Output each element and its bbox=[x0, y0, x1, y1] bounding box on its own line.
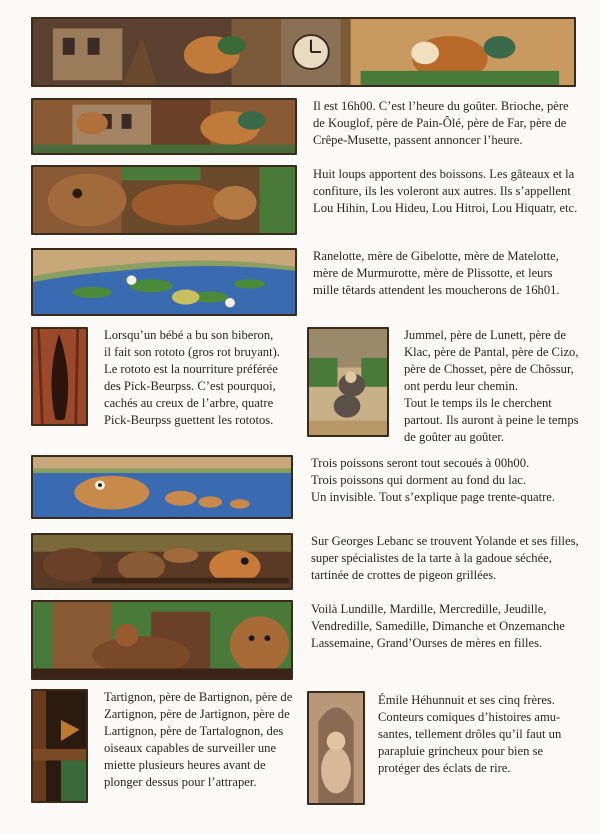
caption-line: Klac, père de Pantal, père de Cizo, bbox=[404, 345, 579, 359]
caption-line: Crêpe-Musette, passent annoncer l’heure. bbox=[313, 133, 523, 147]
caption-line: ont perdu leur chemin. bbox=[404, 379, 519, 393]
caption-emile bbox=[378, 692, 588, 777]
caption-line: oiseaux capables de surveiller une bbox=[104, 741, 277, 755]
caption-poissons bbox=[311, 455, 591, 506]
caption-line: tartinée de crottes de pigeon grillées. bbox=[311, 568, 497, 582]
caption-line: cachés au creux de l’arbre, quatre bbox=[104, 396, 274, 410]
caption-line: Conteurs comiques d’histoires amu- bbox=[378, 710, 561, 724]
illustration-top-banner bbox=[31, 17, 576, 87]
caption-line: de goûter au goûter. bbox=[404, 430, 505, 444]
caption-line: des Pick-Beurpss. C’est pourquoi, bbox=[104, 379, 276, 393]
illustration-jummel bbox=[307, 327, 389, 437]
caption-line: Jummel, père de Lunett, père de bbox=[404, 328, 566, 342]
illustration-brioche bbox=[31, 98, 297, 155]
caption-line: Lou Hihin, Lou Hideu, Lou Hitroi, Lou Hiquatr, etc. bbox=[313, 201, 578, 215]
caption-bebe bbox=[104, 327, 304, 429]
caption-lebanc bbox=[311, 533, 591, 584]
caption-line: santes, tellement drôles qu’il faut un bbox=[378, 727, 562, 741]
illustration-loups bbox=[31, 165, 297, 235]
caption-goter bbox=[313, 98, 583, 149]
caption-line: protéger des éclats de rire. bbox=[378, 761, 511, 775]
illustration-bird bbox=[31, 689, 88, 803]
illustration-pond bbox=[31, 248, 297, 316]
illustration-bench bbox=[31, 533, 293, 590]
caption-line: mère de Murmurotte, mère de Plissotte, et leurs bbox=[313, 266, 553, 280]
caption-lundille bbox=[311, 601, 591, 652]
caption-tartignon bbox=[104, 689, 304, 791]
caption-line: Émile Héhunnuit et ses cinq frères. bbox=[378, 693, 555, 707]
caption-line: Ranelotte, mère de Gibelotte, mère de Matelotte, bbox=[313, 249, 559, 263]
caption-line: Il est 16h00. C’est l’heure du goûter. Brioche, père bbox=[313, 99, 569, 113]
caption-line: Trois poissons seront tout secoués à 00h00. bbox=[311, 456, 530, 470]
caption-loups bbox=[313, 166, 583, 217]
caption-line: Lartignon, père de Tartalognon, des bbox=[104, 724, 284, 738]
illustration-fish bbox=[31, 455, 293, 519]
caption-ranelotte bbox=[313, 248, 583, 299]
caption-line: Lorsqu’un bébé a bu son biberon, bbox=[104, 328, 274, 342]
caption-line: mille têtards attendent les moucherons de 16h01. bbox=[313, 283, 560, 297]
illustration-tree-hollow bbox=[31, 327, 88, 426]
caption-line: Pick-Beurpss guettent les rototos. bbox=[104, 413, 274, 427]
caption-line: Tartignon, père de Bartignon, père de bbox=[104, 690, 293, 704]
illustration-emile bbox=[307, 691, 365, 805]
caption-line: père de Chosset, père de Chôssur, bbox=[404, 362, 574, 376]
caption-line: confiture, ils les voleront aux autres. Ils s’appellent bbox=[313, 184, 571, 198]
caption-line: de Kouglof, père de Pain-Ôlé, père de Far, père de bbox=[313, 116, 567, 130]
caption-line: Huit loups apportent des boissons. Les gâteaux et la bbox=[313, 167, 575, 181]
caption-line: Trois poissons qui dorment au fond du lac. bbox=[311, 473, 527, 487]
illustration-bears bbox=[31, 600, 293, 680]
caption-line: Lassemaine, Grand’Ourses de mères en filles. bbox=[311, 636, 543, 650]
caption-line: Voilà Lundille, Mardille, Mercredille, Jeudille, bbox=[311, 602, 547, 616]
caption-line: il fait son rototo (gros rot bruyant). bbox=[104, 345, 280, 359]
caption-line: Vendredille, Samedille, Dimanche et Onzemanche bbox=[311, 619, 565, 633]
caption-line: parapluie grincheux pour bien se bbox=[378, 744, 544, 758]
caption-line: Zartignon, père de Jartignon, père de bbox=[104, 707, 290, 721]
caption-line: super spécialistes de la tarte à la gadoue séchée, bbox=[311, 551, 552, 565]
caption-jummel bbox=[404, 327, 594, 446]
caption-line: miette plusieurs heures avant de bbox=[104, 758, 266, 772]
caption-line: Tout le temps ils le cherchent bbox=[404, 396, 552, 410]
caption-line: Le rototo est la nourriture préférée bbox=[104, 362, 278, 376]
caption-line: plonger dessus pour l’attraper. bbox=[104, 775, 257, 789]
caption-line: Un invisible. Tout s’explique page trente-quatre. bbox=[311, 490, 556, 504]
caption-line: Sur Georges Lebanc se trouvent Yolande et ses filles, bbox=[311, 534, 579, 548]
caption-line: partout. Ils auront à peine le temps bbox=[404, 413, 579, 427]
